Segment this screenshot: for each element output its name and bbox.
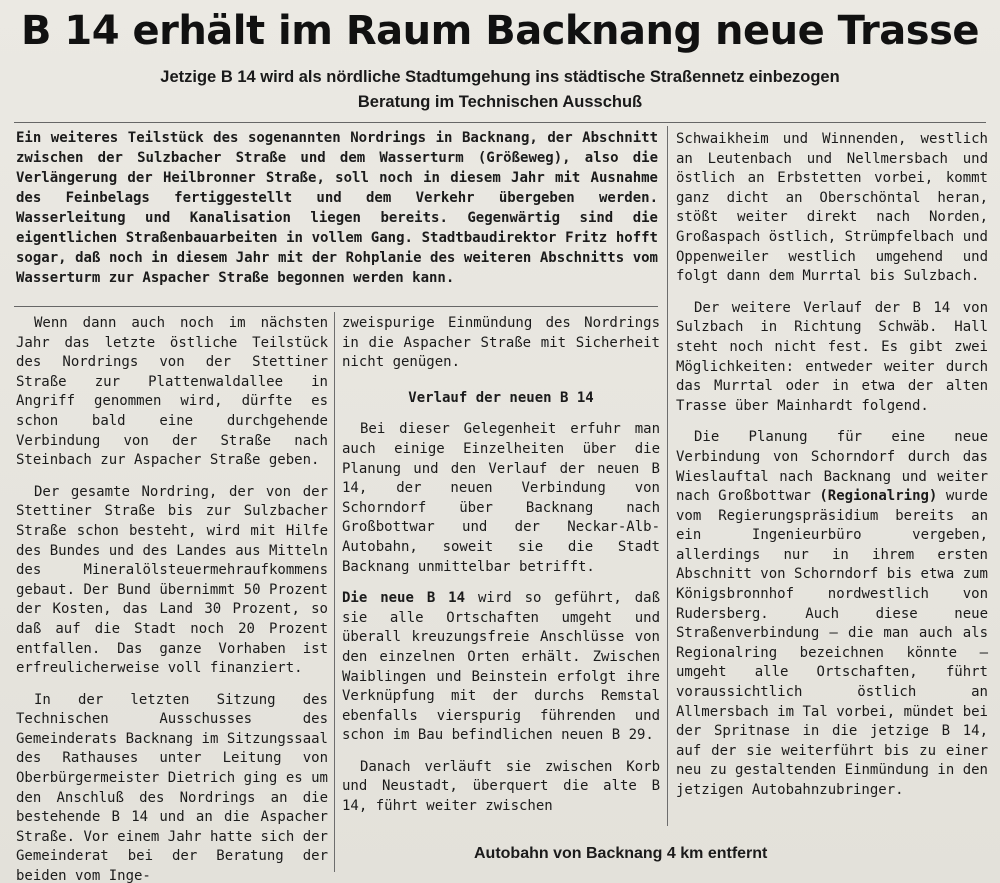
- lead-rule: [14, 306, 658, 307]
- column-1: [16, 314, 328, 883]
- paragraph-text: wurde vom Regierungspräsidium bereits an ein Ingenieurbüro vergeben, allerdings nur in ihrem ersten Abschnitt von Schorndorf bis etwa zum Königsbronnhof nordwestlich von Rudersberg. Auch diese neue Straßenverbindung — die man auch als Regionalring bezeichnen könnte — umgeht alle Ortschaften, führt voraussichtlich östlich an Allmersbach im Tal vorbei, mündet bei der Spritnase in die jetzige B 14, auf der sie weiterführt bis zu einer neu zu gestaltenden Einmündung in den jetzigen Autobahnzubringer.: [676, 488, 988, 798]
- subheadline-secondary: Beratung im Technischen Ausschuß: [357, 93, 643, 111]
- column-2: [342, 314, 660, 829]
- paragraph: Danach verläuft sie zwischen Korb und Neustadt, überquert die alte B 14, führt weiter zwischen: [342, 758, 660, 815]
- column-divider-2: [667, 126, 668, 826]
- paragraph: Schwaikheim und Winnenden, westlich an Leutenbach und Nellmersbach und östlich an Erbstetten vorbei, kommt ganz dicht an Oberschöntal heran, stößt weiter direkt nach Norden, Großaspach östlich, Strümpfelbach und Oppenweiler westlich umgehend und folgt dann dem Murrtal bis Sulzbach.: [676, 131, 988, 285]
- paragraph: [342, 589, 660, 746]
- paragraph-text: wird so geführt, daß sie alle Ortschaften umgeht und überall kreuzungsfreie Anschlüsse von den einzelnen Orten erhält. Zwischen Waiblingen und Beinstein erfolgt ihre Verknüpfung mit der durchs Remstal ebenfalls vierspurig führenden und schon im Bau befindlichen neuen B 29.: [342, 590, 661, 744]
- paragraph: Der gesamte Nordring, der von der Stettiner Straße bis zur Sulzbacher Straße schon besteht, wird mit Hilfe des Bundes und des Landes aus Mitteln des Mineralölsteuermehraufkommens gebaut. Der Bund übernimmt 50 Prozent der Kosten, das Land 30 Prozent, so daß auf die Stadt noch 20 Prozent entfallen. Das ganze Vorhaben ist erfreulicherweise voll finanziert.: [16, 483, 328, 677]
- column-divider-1: [334, 312, 335, 872]
- paragraph: Wenn dann auch noch im nächsten Jahr das letzte östliche Teilstück des Nordrings von der Stettiner Straße zur Plattenwaldallee in Angriff genommen wird, dürfte es schon bald eine durchgehende Verbindung von der Straße nach Steinbach zur Aspacher Straße geben.: [16, 315, 328, 469]
- column-3: [676, 130, 988, 813]
- section-heading: Verlauf der neuen B 14: [408, 389, 594, 406]
- bold-phrase: Die neue B 14: [342, 590, 466, 607]
- paragraph: In der letzten Sitzung des Technischen Ausschusses des Gemeinderats Backnang im Sitzungssaal des Rathauses unter Leitung von Oberbürgermeister Dietrich ging es um den Anschluß des Nordrings an die bestehende B 14 und an die Aspacher Straße. Vor einem Jahr hatte sich der Gemeinderat bei der Beratung der beiden vom Inge-: [16, 691, 328, 883]
- subheadline-primary: Jetzige B 14 wird als nördliche Stadtumgehung ins städtische Straßennetz einbezogen: [160, 68, 840, 86]
- header-rule: [14, 122, 986, 123]
- section-heading-bottom: Autobahn von Backnang 4 km entfernt: [474, 845, 768, 862]
- paragraph-text: Die Planung für eine neue Verbindung von Schorndorf durch das Wieslauftal nach Backnang und weiter nach Großbottwar: [676, 429, 988, 505]
- lead-paragraph: Ein weiteres Teilstück des sogenannten Nordrings in Backnang, der Abschnitt zwischen der Sulzbacher Straße und dem Wasserturm (Größeweg), also die Verlängerung der Heilbronner Straße, soll noch in diesem Jahr mit Ausnahme des Feinbelags fertiggestellt und dem Verkehr übergeben werden. Wasserleitung und Kanalisation liegen bereits. Gegenwärtig sind die eigentlichen Straßenbauarbeiten in vollem Gang. Stadtbaudirektor Fritz hofft sogar, daß noch in diesem Jahr mit der Rohplanie des weiteren Abschnitts vom Wasserturm zur Aspacher Straße begonnen werden kann.: [16, 130, 658, 286]
- paragraph: Der weitere Verlauf der B 14 von Sulzbach in Richtung Schwäb. Hall steht noch nicht fest. Es gibt zwei Möglichkeiten: entweder weiter durch das Murrtal oder in etwa der alten Trasse über Mainhardt folgend.: [676, 299, 988, 414]
- bold-phrase: (Regionalring): [819, 488, 938, 505]
- paragraph: zweispurige Einmündung des Nordrings in die Aspacher Straße mit Sicherheit nicht genügen.: [342, 315, 660, 371]
- headline: B 14 erhält im Raum Backnang neue Trasse: [20, 8, 980, 54]
- paragraph: Bei dieser Gelegenheit erfuhr man auch einige Einzelheiten über die Planung und den Verlauf der neuen B 14, der neuen Verbindung von Schorndorf über Backnang nach Großbottwar und der Neckar-Alb-Autobahn, soweit sie die Stadt Backnang unmittelbar betrifft.: [342, 421, 660, 575]
- paragraph: [676, 428, 988, 800]
